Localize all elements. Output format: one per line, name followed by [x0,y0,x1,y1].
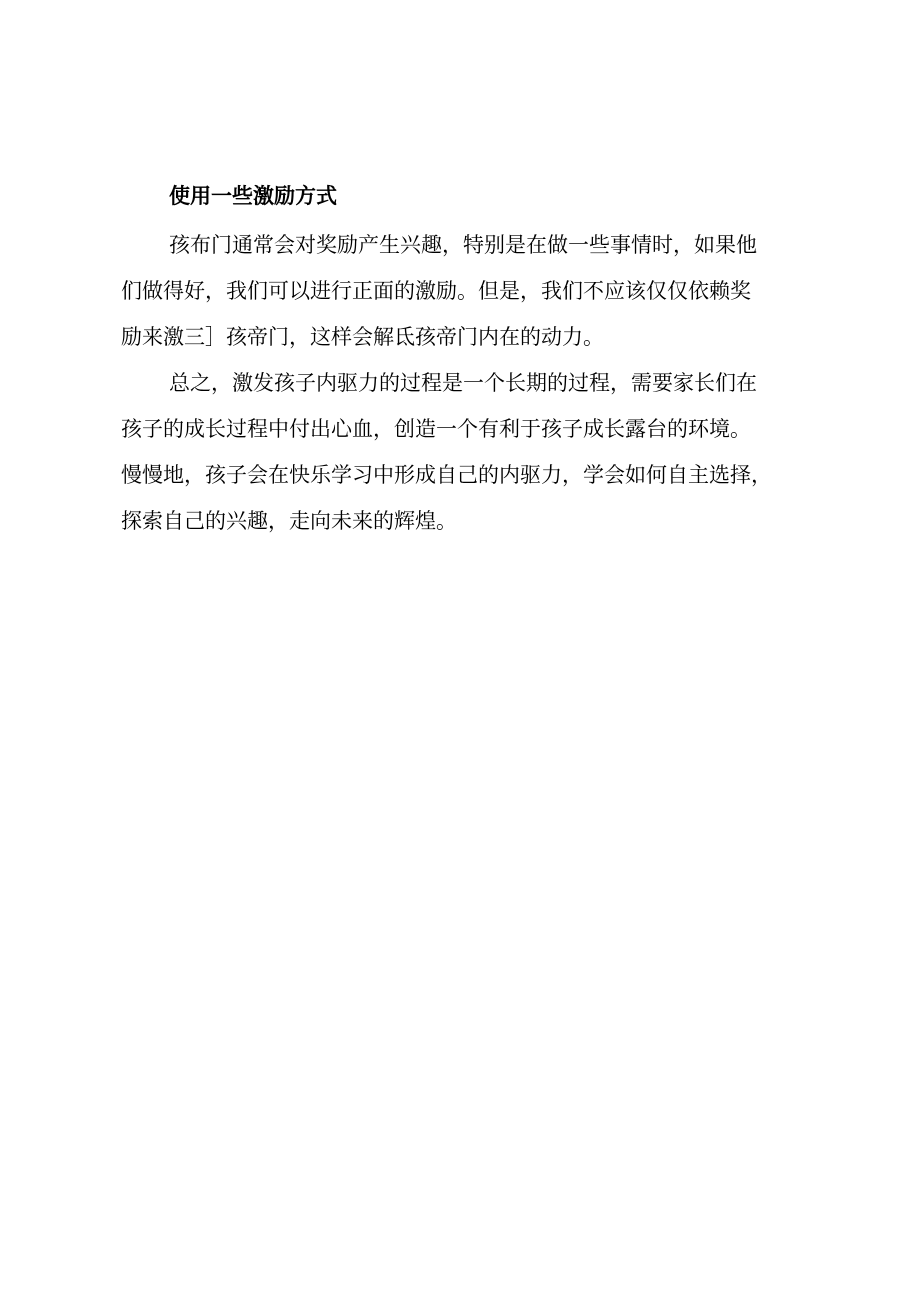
paragraph-line: 孩子的成长过程中付出心血，创造一个有利于孩子成长露台的环境。 [121,417,751,441]
paragraph-line: 孩布门通常会对奖励产生兴趣，特别是在做一些事情时，如果他 [169,233,757,257]
document-body [121,176,821,544]
paragraph-incentives [121,222,821,360]
section-heading: 使用一些激励方式 [169,184,337,208]
paragraph-line: 总之，激发孩子内驱力的过程是一个长期的过程，需要家长们在 [169,371,757,395]
paragraph-line: 励来激三］孩帝门，这样会解氐孩帝门内在的动力。 [121,325,604,349]
paragraph-line: 慢慢地，孩子会在快乐学习中形成自己的内驱力，学会如何自主选择， [121,463,772,487]
paragraph-line: 们做得好，我们可以进行正面的激励。但是，我们不应该仅仅依赖奖 [121,279,751,303]
paragraph-line: 探索自己的兴趣，走向未来的辉煌。 [121,509,457,533]
paragraph-conclusion [121,360,821,544]
